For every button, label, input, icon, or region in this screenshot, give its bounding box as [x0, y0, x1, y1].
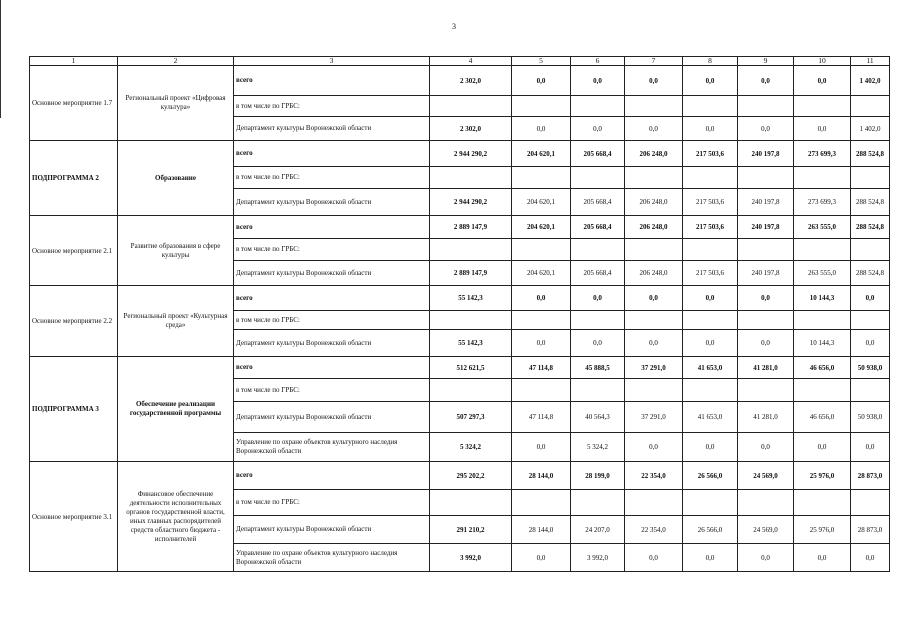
amount-cell: 5 324,2	[571, 433, 625, 462]
amount-cell	[430, 239, 512, 261]
amount-cell: 0,0	[794, 117, 851, 141]
funding-source-cell: в том числе по ГРБС:	[234, 239, 430, 261]
measure-name-cell: Региональный проект «Культурная среда»	[118, 286, 234, 357]
amount-cell: 2 889 147,9	[430, 216, 512, 239]
amount-cell	[851, 379, 890, 402]
amount-cell	[625, 239, 683, 261]
measure-code-cell: Основное мероприятие 2.2	[30, 286, 118, 357]
amount-cell: 0,0	[738, 433, 794, 462]
amount-cell: 46 656,0	[794, 402, 851, 433]
table-row	[30, 66, 890, 96]
amount-cell: 41 281,0	[738, 357, 794, 379]
amount-cell: 0,0	[794, 544, 851, 572]
amount-cell	[683, 96, 738, 117]
funding-source-cell: всего	[234, 462, 430, 490]
amount-cell	[430, 490, 512, 516]
column-header-1: 1	[30, 57, 118, 66]
column-header-6: 6	[571, 57, 625, 66]
funding-source-cell: в том числе по ГРБС:	[234, 311, 430, 330]
amount-cell: 24 569,0	[738, 462, 794, 490]
amount-cell: 0,0	[625, 544, 683, 572]
amount-cell: 206 248,0	[625, 189, 683, 216]
amount-cell: 24 569,0	[738, 516, 794, 544]
funding-source-cell: в том числе по ГРБС:	[234, 379, 430, 402]
amount-cell: 0,0	[512, 117, 571, 141]
amount-cell: 2 944 290,2	[430, 141, 512, 167]
amount-cell: 0,0	[512, 544, 571, 572]
amount-cell: 3 992,0	[430, 544, 512, 572]
amount-cell	[430, 311, 512, 330]
amount-cell: 0,0	[851, 330, 890, 357]
amount-cell: 0,0	[625, 330, 683, 357]
amount-cell: 240 197,8	[738, 141, 794, 167]
amount-cell	[794, 239, 851, 261]
amount-cell	[512, 167, 571, 189]
funding-source-cell: всего	[234, 216, 430, 239]
amount-cell: 0,0	[683, 117, 738, 141]
amount-cell: 2 889 147,9	[430, 261, 512, 286]
amount-cell	[683, 167, 738, 189]
amount-cell: 0,0	[683, 544, 738, 572]
amount-cell: 217 503,6	[683, 189, 738, 216]
amount-cell: 0,0	[738, 66, 794, 96]
amount-cell: 0,0	[683, 330, 738, 357]
table-row	[30, 462, 890, 490]
amount-cell	[851, 490, 890, 516]
funding-source-cell: всего	[234, 66, 430, 96]
amount-cell: 47 114,8	[512, 357, 571, 379]
amount-cell: 5 324,2	[430, 433, 512, 462]
funding-source-cell: Управление по охране объектов культурного наследия Воронежской области	[234, 544, 430, 572]
amount-cell	[738, 96, 794, 117]
amount-cell: 55 142,3	[430, 330, 512, 357]
amount-cell: 0,0	[512, 330, 571, 357]
amount-cell	[738, 490, 794, 516]
amount-cell	[851, 167, 890, 189]
amount-cell	[851, 239, 890, 261]
amount-cell: 40 564,3	[571, 402, 625, 433]
amount-cell: 204 620,1	[512, 216, 571, 239]
amount-cell	[571, 239, 625, 261]
measure-name-cell: Развитие образования в сфере культуры	[118, 216, 234, 286]
amount-cell	[851, 96, 890, 117]
funding-source-cell: всего	[234, 357, 430, 379]
amount-cell: 291 210,2	[430, 516, 512, 544]
amount-cell: 28 199,0	[571, 462, 625, 490]
funding-source-cell: в том числе по ГРБС:	[234, 490, 430, 516]
amount-cell	[794, 379, 851, 402]
amount-cell: 26 566,0	[683, 462, 738, 490]
amount-cell: 45 888,5	[571, 357, 625, 379]
funding-source-cell: Департамент культуры Воронежской области	[234, 402, 430, 433]
amount-cell: 46 656,0	[794, 357, 851, 379]
amount-cell: 0,0	[794, 66, 851, 96]
amount-cell: 28 873,0	[851, 462, 890, 490]
amount-cell: 240 197,8	[738, 189, 794, 216]
amount-cell: 0,0	[851, 433, 890, 462]
amount-cell: 205 668,4	[571, 141, 625, 167]
amount-cell	[794, 167, 851, 189]
amount-cell: 0,0	[683, 286, 738, 311]
measure-code-cell: ПОДПРОГРАММА 3	[30, 357, 118, 462]
funding-source-cell: Департамент культуры Воронежской области	[234, 261, 430, 286]
amount-cell: 3 992,0	[571, 544, 625, 572]
column-header-3: 3	[234, 57, 430, 66]
amount-cell: 0,0	[571, 117, 625, 141]
measure-code-cell: Основное мероприятие 2.1	[30, 216, 118, 286]
amount-cell: 0,0	[571, 286, 625, 311]
amount-cell	[683, 379, 738, 402]
amount-cell: 47 114,8	[512, 402, 571, 433]
amount-cell: 295 202,2	[430, 462, 512, 490]
funding-source-cell: Департамент культуры Воронежской области	[234, 189, 430, 216]
amount-cell	[512, 239, 571, 261]
amount-cell: 0,0	[683, 433, 738, 462]
amount-cell: 1 402,0	[851, 117, 890, 141]
amount-cell: 0,0	[625, 117, 683, 141]
amount-cell: 205 668,4	[571, 216, 625, 239]
amount-cell	[625, 379, 683, 402]
amount-cell: 204 620,1	[512, 141, 571, 167]
amount-cell: 26 566,0	[683, 516, 738, 544]
amount-cell: 0,0	[512, 286, 571, 311]
amount-cell: 204 620,1	[512, 189, 571, 216]
amount-cell: 0,0	[683, 66, 738, 96]
measure-name-cell: Образование	[118, 141, 234, 216]
amount-cell: 50 938,0	[851, 402, 890, 433]
amount-cell: 217 503,6	[683, 216, 738, 239]
column-header-9: 9	[738, 57, 794, 66]
amount-cell	[571, 96, 625, 117]
table-row	[30, 286, 890, 311]
amount-cell	[794, 96, 851, 117]
funding-source-cell: в том числе по ГРБС:	[234, 96, 430, 117]
funding-source-cell: Управление по охране объектов культурного наследия Воронежской области	[234, 433, 430, 462]
amount-cell: 206 248,0	[625, 261, 683, 286]
amount-cell: 10 144,3	[794, 286, 851, 311]
amount-cell: 273 699,3	[794, 141, 851, 167]
amount-cell	[571, 490, 625, 516]
amount-cell	[571, 311, 625, 330]
amount-cell: 217 503,6	[683, 141, 738, 167]
table-row	[30, 357, 890, 379]
amount-cell	[738, 379, 794, 402]
column-header-7: 7	[625, 57, 683, 66]
amount-cell: 240 197,8	[738, 261, 794, 286]
margin-line	[0, 0, 1, 118]
measure-name-cell: Региональный проект «Цифровая культура»	[118, 66, 234, 141]
amount-cell: 28 144,0	[512, 516, 571, 544]
amount-cell	[430, 167, 512, 189]
amount-cell: 512 621,5	[430, 357, 512, 379]
amount-cell: 25 976,0	[794, 462, 851, 490]
amount-cell: 0,0	[851, 544, 890, 572]
amount-cell	[571, 379, 625, 402]
amount-cell: 0,0	[512, 66, 571, 96]
amount-cell: 24 207,0	[571, 516, 625, 544]
column-header-5: 5	[512, 57, 571, 66]
amount-cell: 28 873,0	[851, 516, 890, 544]
measure-code-cell: Основное мероприятие 3.1	[30, 462, 118, 572]
amount-cell: 2 944 290,2	[430, 189, 512, 216]
amount-cell: 263 555,0	[794, 261, 851, 286]
amount-cell: 41 653,0	[683, 402, 738, 433]
amount-cell: 0,0	[794, 433, 851, 462]
table-body	[30, 66, 890, 572]
amount-cell	[430, 379, 512, 402]
amount-cell: 0,0	[738, 544, 794, 572]
amount-cell	[851, 311, 890, 330]
amount-cell: 37 291,0	[625, 357, 683, 379]
amount-cell: 206 248,0	[625, 141, 683, 167]
measure-name-cell: Обеспечение реализации государственной программы	[118, 357, 234, 462]
amount-cell: 55 142,3	[430, 286, 512, 311]
funding-source-cell: Департамент культуры Воронежской области	[234, 330, 430, 357]
amount-cell: 288 524,8	[851, 216, 890, 239]
amount-cell: 273 699,3	[794, 189, 851, 216]
column-header-11: 11	[851, 57, 890, 66]
amount-cell: 28 144,0	[512, 462, 571, 490]
column-header-2: 2	[118, 57, 234, 66]
amount-cell: 0,0	[625, 286, 683, 311]
amount-cell: 2 302,0	[430, 117, 512, 141]
funding-source-cell: в том числе по ГРБС:	[234, 167, 430, 189]
amount-cell	[738, 311, 794, 330]
amount-cell: 0,0	[738, 286, 794, 311]
amount-cell	[512, 379, 571, 402]
amount-cell: 22 354,0	[625, 516, 683, 544]
amount-cell	[738, 239, 794, 261]
amount-cell	[625, 490, 683, 516]
funding-source-cell: Департамент культуры Воронежской области	[234, 117, 430, 141]
amount-cell: 25 976,0	[794, 516, 851, 544]
amount-cell	[430, 96, 512, 117]
amount-cell: 217 503,6	[683, 261, 738, 286]
amount-cell: 50 938,0	[851, 357, 890, 379]
budget-table	[29, 56, 890, 572]
amount-cell	[512, 490, 571, 516]
column-header-10: 10	[794, 57, 851, 66]
amount-cell	[683, 311, 738, 330]
amount-cell: 0,0	[625, 433, 683, 462]
header-row	[30, 57, 890, 66]
funding-source-cell: всего	[234, 286, 430, 311]
amount-cell	[625, 167, 683, 189]
amount-cell: 288 524,8	[851, 261, 890, 286]
amount-cell	[625, 96, 683, 117]
amount-cell	[683, 239, 738, 261]
amount-cell: 0,0	[571, 66, 625, 96]
amount-cell: 205 668,4	[571, 189, 625, 216]
amount-cell: 0,0	[738, 330, 794, 357]
column-header-4: 4	[430, 57, 512, 66]
amount-cell: 288 524,8	[851, 141, 890, 167]
table-row	[30, 216, 890, 239]
amount-cell: 507 297,3	[430, 402, 512, 433]
amount-cell: 41 653,0	[683, 357, 738, 379]
amount-cell: 0,0	[851, 286, 890, 311]
page-number: 3	[452, 22, 456, 31]
amount-cell	[794, 311, 851, 330]
amount-cell: 0,0	[625, 66, 683, 96]
amount-cell: 2 302,0	[430, 66, 512, 96]
amount-cell: 10 144,3	[794, 330, 851, 357]
amount-cell	[738, 167, 794, 189]
amount-cell: 0,0	[738, 117, 794, 141]
amount-cell: 22 354,0	[625, 462, 683, 490]
amount-cell: 204 620,1	[512, 261, 571, 286]
amount-cell: 41 281,0	[738, 402, 794, 433]
amount-cell: 0,0	[512, 433, 571, 462]
amount-cell	[683, 490, 738, 516]
funding-source-cell: всего	[234, 141, 430, 167]
amount-cell: 37 291,0	[625, 402, 683, 433]
amount-cell: 206 248,0	[625, 216, 683, 239]
amount-cell	[794, 490, 851, 516]
measure-code-cell: ПОДПРОГРАММА 2	[30, 141, 118, 216]
amount-cell	[512, 311, 571, 330]
amount-cell: 240 197,8	[738, 216, 794, 239]
table-row	[30, 141, 890, 167]
measure-code-cell: Основное мероприятие 1.7	[30, 66, 118, 141]
amount-cell: 263 555,0	[794, 216, 851, 239]
amount-cell: 0,0	[571, 330, 625, 357]
amount-cell: 1 402,0	[851, 66, 890, 96]
measure-name-cell: Финансовое обеспечение деятельности исполнительных органов государственной власти, иных главных распорядителей средств областного бюджета - исполнителей	[118, 462, 234, 572]
amount-cell: 205 668,4	[571, 261, 625, 286]
amount-cell: 288 524,8	[851, 189, 890, 216]
column-header-8: 8	[683, 57, 738, 66]
amount-cell	[571, 167, 625, 189]
funding-source-cell: Департамент культуры Воронежской области	[234, 516, 430, 544]
amount-cell	[512, 96, 571, 117]
amount-cell	[625, 311, 683, 330]
